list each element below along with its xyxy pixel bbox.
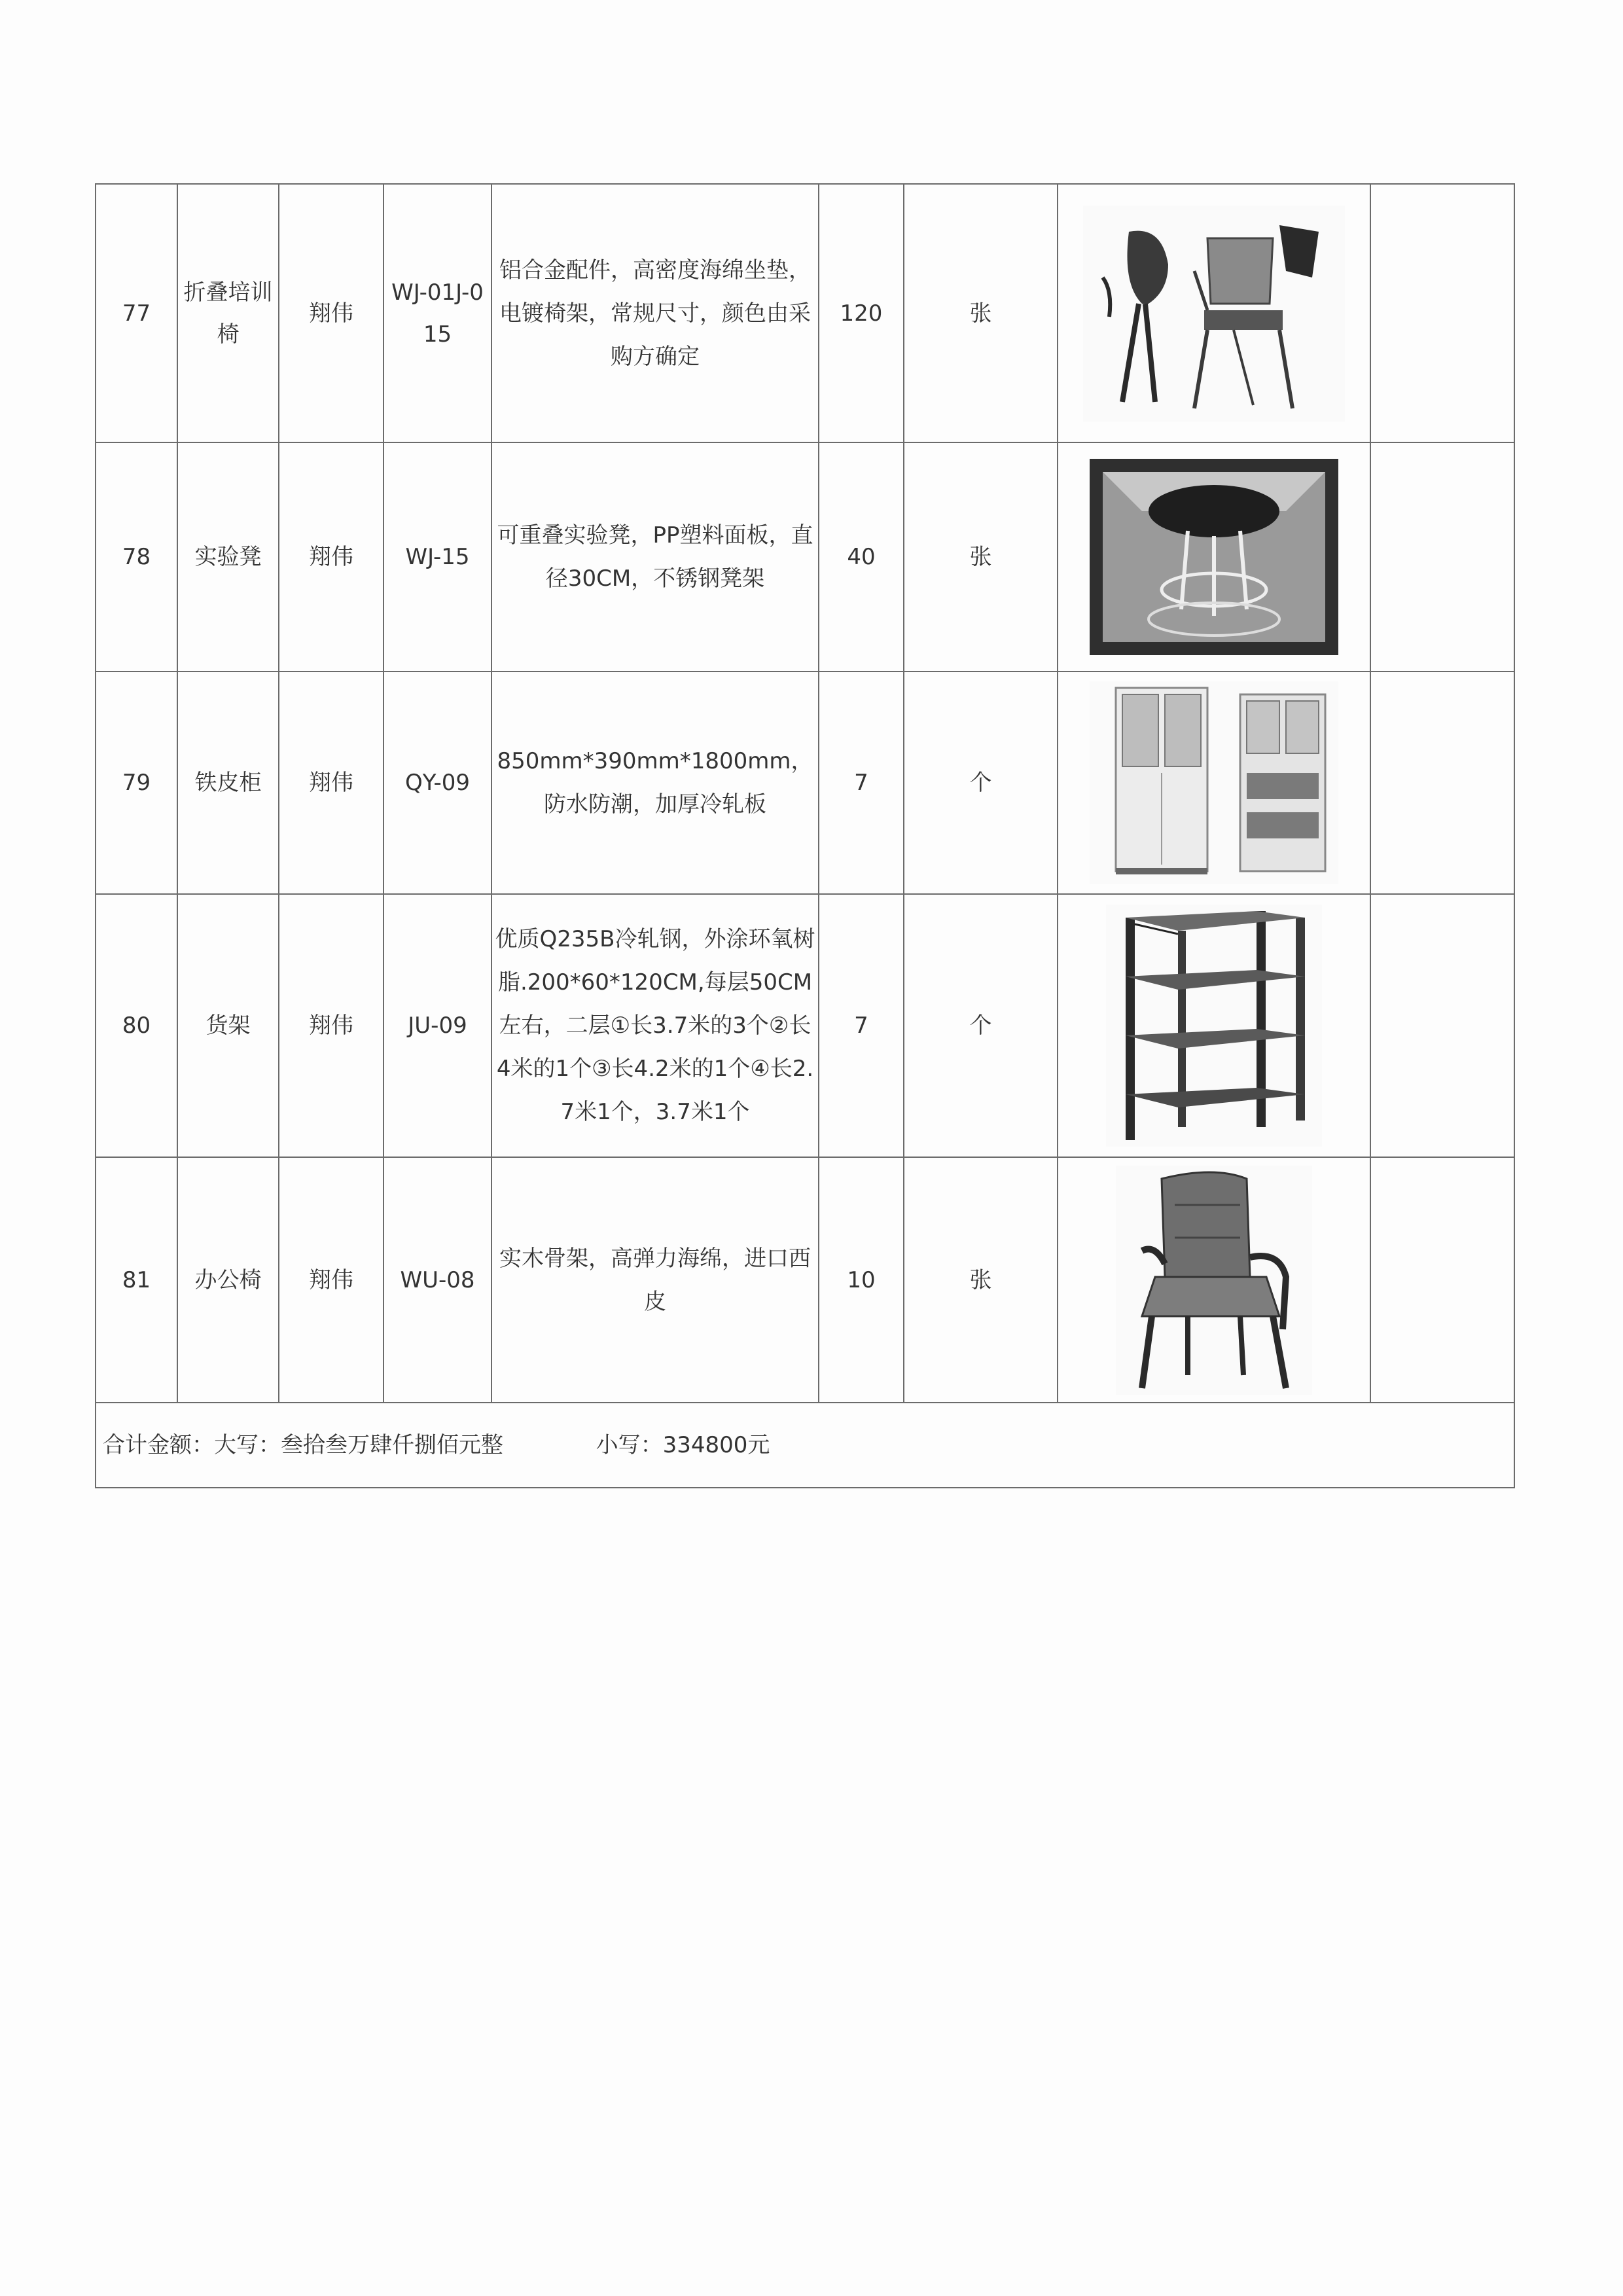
- item-name: 货架: [177, 894, 279, 1157]
- item-image: [1058, 184, 1370, 442]
- total-cell: [96, 1403, 1514, 1488]
- empty-cell: [1370, 672, 1514, 894]
- table-row: [96, 672, 1514, 894]
- item-number: 78: [96, 442, 177, 672]
- item-model: WJ-15: [383, 442, 491, 672]
- furniture-items-table: [95, 183, 1515, 1488]
- item-number: 80: [96, 894, 177, 1157]
- storage-shelf-photo-icon: [1106, 905, 1322, 1147]
- item-qty: 40: [819, 442, 904, 672]
- item-qty: 120: [819, 184, 904, 442]
- item-name: 办公椅: [177, 1157, 279, 1403]
- item-unit: 张: [904, 442, 1058, 672]
- lab-stool-photo-icon: [1090, 459, 1338, 655]
- item-model: WJ-01J-015: [383, 184, 491, 442]
- item-brand: 翔伟: [279, 184, 383, 442]
- steel-cabinet-photo-icon: [1090, 681, 1338, 884]
- item-qty: 7: [819, 672, 904, 894]
- empty-cell: [1370, 1157, 1514, 1403]
- item-name: 实验凳: [177, 442, 279, 672]
- item-number: 81: [96, 1157, 177, 1403]
- item-name: 折叠培训椅: [177, 184, 279, 442]
- total-amount-words: 合计金额：大写：叁拾叁万肆仟捌佰元整: [103, 1432, 503, 1458]
- item-qty: 10: [819, 1157, 904, 1403]
- item-image: [1058, 442, 1370, 672]
- empty-cell: [1370, 894, 1514, 1157]
- total-row: [96, 1403, 1514, 1488]
- item-unit: 张: [904, 184, 1058, 442]
- table-row: [96, 1157, 1514, 1403]
- item-unit: 张: [904, 1157, 1058, 1403]
- item-unit: 个: [904, 672, 1058, 894]
- empty-cell: [1370, 442, 1514, 672]
- item-spec: 优质Q235B冷轧钢，外涂环氧树脂.200*60*120CM,每层50CM左右，二层①长3.7米的3个②长4米的1个③长4.2米的1个④长2.7米1个，3.7米1个: [491, 894, 819, 1157]
- item-qty: 7: [819, 894, 904, 1157]
- item-image: [1058, 1157, 1370, 1403]
- item-image: [1058, 672, 1370, 894]
- item-brand: 翔伟: [279, 672, 383, 894]
- folding-training-chair-photo-icon: [1083, 206, 1345, 422]
- item-name: 铁皮柜: [177, 672, 279, 894]
- item-number: 79: [96, 672, 177, 894]
- item-model: QY-09: [383, 672, 491, 894]
- item-unit: 个: [904, 894, 1058, 1157]
- item-brand: 翔伟: [279, 442, 383, 672]
- item-spec: 可重叠实验凳，PP塑料面板，直径30CM，不锈钢凳架: [491, 442, 819, 672]
- item-number: 77: [96, 184, 177, 442]
- total-amount-figures: 小写：334800元: [596, 1432, 770, 1458]
- item-model: JU-09: [383, 894, 491, 1157]
- item-spec: 850mm*390mm*1800mm，防水防潮，加厚冷轧板: [491, 672, 819, 894]
- item-spec: 铝合金配件，高密度海绵坐垫，电镀椅架，常规尺寸，颜色由采购方确定: [491, 184, 819, 442]
- table-row: [96, 184, 1514, 442]
- empty-cell: [1370, 184, 1514, 442]
- table-row: [96, 442, 1514, 672]
- item-image: [1058, 894, 1370, 1157]
- table-row: [96, 894, 1514, 1157]
- item-spec: 实木骨架，高弹力海绵，进口西皮: [491, 1157, 819, 1403]
- item-brand: 翔伟: [279, 894, 383, 1157]
- item-model: WU-08: [383, 1157, 491, 1403]
- office-chair-photo-icon: [1116, 1166, 1312, 1395]
- item-brand: 翔伟: [279, 1157, 383, 1403]
